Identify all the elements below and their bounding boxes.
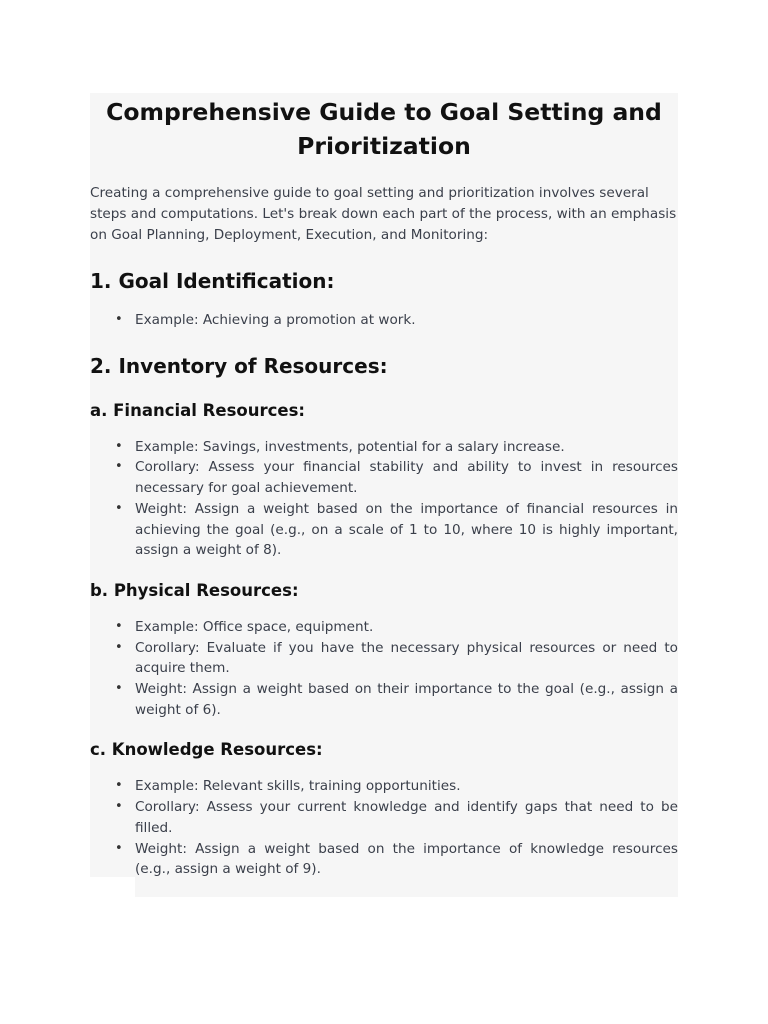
section-heading-inventory: 2. Inventory of Resources: [90, 353, 388, 378]
subsection-heading-knowledge: c. Knowledge Resources: [90, 740, 323, 760]
document-body [90, 93, 678, 880]
list-item-text: Corollary: Assess your current knowledge and identify gaps that need to be filled. [135, 799, 678, 836]
list-item [90, 617, 678, 638]
bullet-icon: • [115, 799, 123, 815]
list-item [90, 310, 678, 331]
bullet-icon: • [115, 618, 123, 634]
list-item-text: Weight: Assign a weight based on the importance of financial resources in achieving the goal (e.g., on a scale of 1 to 10, where 10 is highly important, assign a weight of 8). [135, 500, 678, 559]
intro-paragraph: Creating a comprehensive guide to goal setting and prioritization involves several steps and computations. Let's break down each part of the process, with an emphasis on Goal Planning, Deployment, Execution, and Monitoring: [90, 185, 677, 243]
list-item-text: Corollary: Assess your financial stability and ability to invest in resources necessary for goal achievement. [135, 459, 678, 497]
list-item [90, 776, 678, 797]
bullet-icon: • [115, 639, 123, 655]
bullet-icon: • [115, 312, 123, 327]
bullet-icon: • [115, 459, 123, 475]
content-background-bottom [135, 877, 678, 897]
list-item [90, 638, 678, 679]
list-item [90, 499, 678, 561]
list-item-text: Corollary: Evaluate if you have the necessary physical resources or need to acquire them. [135, 639, 678, 677]
list-item-text: Example: Office space, equipment. [135, 618, 374, 635]
bullet-icon: • [115, 778, 123, 794]
goal-identification-list [90, 310, 678, 331]
subsection-heading-physical: b. Physical Resources: [90, 580, 299, 600]
list-item-text: Weight: Assign a weight based on the importance of knowledge resources (e.g., assign a weight of 9). [135, 840, 678, 878]
list-item-text: Example: Savings, investments, potential for a salary increase. [135, 438, 565, 455]
list-item [90, 679, 678, 720]
list-item [90, 437, 678, 458]
bullet-icon: • [115, 840, 123, 856]
knowledge-resources-list [90, 776, 678, 880]
page-title: Comprehensive Guide to Goal Setting and Prioritization [106, 98, 662, 160]
section-heading-goal-identification: 1. Goal Identification: [90, 269, 335, 293]
subsection-heading-financial: a. Financial Resources: [90, 400, 305, 420]
list-item-text: Weight: Assign a weight based on their importance to the goal (e.g., assign a weight of 6). [135, 681, 678, 718]
bullet-icon: • [115, 500, 123, 516]
list-item [90, 457, 678, 498]
list-item-text: Example: Relevant skills, training opportunities. [135, 778, 461, 795]
list-item [90, 797, 678, 838]
bullet-icon: • [115, 681, 123, 697]
list-item [90, 839, 678, 880]
list-item-text: Example: Achieving a promotion at work. [135, 312, 416, 328]
physical-resources-list [90, 617, 678, 721]
bullet-icon: • [115, 438, 123, 454]
financial-resources-list [90, 437, 678, 561]
